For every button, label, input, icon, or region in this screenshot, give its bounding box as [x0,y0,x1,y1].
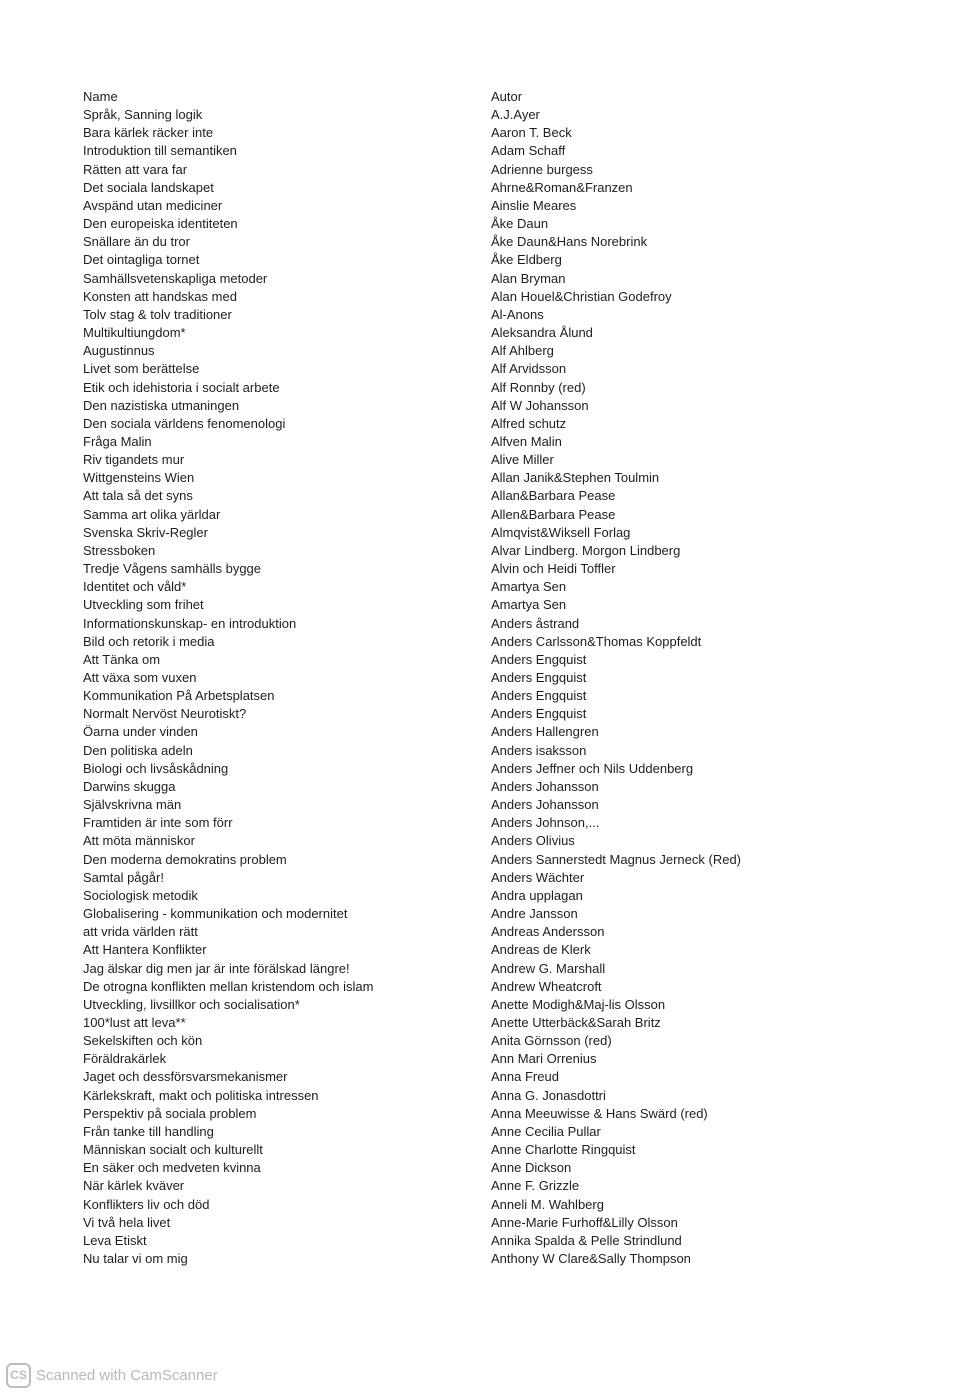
table-row [83,851,943,869]
book-title: 100*lust att leva** [83,1014,186,1030]
book-title: Globalisering - kommunikation och modernitet [83,906,348,922]
table-row [83,615,943,633]
book-author: Anna G. Jonasdottri [491,1087,606,1103]
book-title: Multikultiungdom* [83,325,186,341]
book-title: När kärlek kväver [83,1178,185,1194]
table-row [83,1014,943,1032]
book-title: Det sociala landskapet [83,179,214,195]
book-title: Att tala så det syns [83,488,193,504]
book-author: Andreas de Klerk [491,942,591,958]
book-author: Alive Miller [491,452,554,468]
book-title: Självskrivna män [83,797,182,813]
table-row [83,742,943,760]
table-row [83,669,943,687]
book-author: Alfred schutz [491,415,567,431]
table-row [83,996,943,1014]
table-row [83,415,943,433]
book-title: Kommunikation På Arbetsplatsen [83,688,275,704]
book-author: Aleksandra Ålund [491,325,593,341]
table-row [83,542,943,560]
table-row [83,524,943,542]
book-title: Snällare än du tror [83,234,190,250]
book-title: Svenska Skriv-Regler [83,524,208,540]
book-author: Åke Daun [491,216,549,232]
book-title: Leva Etiskt [83,1232,147,1248]
book-title: Identitet och våld* [83,579,187,595]
book-title: Biologi och livsåskådning [83,760,229,776]
book-author: Adam Schaff [491,143,566,159]
book-author: Alf Ahlberg [491,343,554,359]
table-row [83,197,943,215]
book-title: Sekelskiften och kön [83,1033,203,1049]
table-row [83,1050,943,1068]
book-author: Anders Hallengren [491,724,599,740]
book-author: A.J.Ayer [491,107,540,123]
table-row [83,796,943,814]
table-header [83,88,943,106]
book-title: Att Tänka om [83,651,161,667]
book-title: Från tanke till handling [83,1123,214,1139]
table-row [83,1250,943,1268]
book-title: Det ointagliga tornet [83,252,200,268]
book-title: De otrogna konflikten mellan kristendom och islam [83,978,374,994]
table-row [83,270,943,288]
book-author: Anna Freud [491,1069,559,1085]
book-author: Anne-Marie Furhoff&Lilly Olsson [491,1214,678,1230]
book-title: Den nazistiska utmaningen [83,397,240,413]
book-author: Alf Arvidsson [491,361,567,377]
table-row [83,705,943,723]
book-title: att vrida världen rätt [83,924,198,940]
table-row [83,832,943,850]
table-row [83,1159,943,1177]
book-title: Språk, Sanning logik [83,107,203,123]
table-row [83,869,943,887]
header-author: Autor [491,89,523,104]
book-title: Samtal pågår! [83,869,164,885]
table-row [83,506,943,524]
book-author: Alf W Johansson [491,397,589,413]
book-author: Alan Houel&Christian Godefroy [491,288,672,304]
book-title: Avspänd utan mediciner [83,197,223,213]
book-author: Alf Ronnby (red) [491,379,586,395]
book-title: Utveckling, livsillkor och socialisation* [83,996,300,1012]
book-title: Introduktion till semantiken [83,143,237,159]
table-row [83,941,943,959]
table-row [83,451,943,469]
book-author: Anthony W Clare&Sally Thompson [491,1251,691,1266]
table-row [83,324,943,342]
table-row [83,687,943,705]
table-row [83,1032,943,1050]
book-author: Anette Utterbäck&Sarah Britz [491,1014,661,1030]
table-row [83,251,943,269]
book-title: Bara kärlek räcker inte [83,125,214,141]
table-row [83,760,943,778]
book-author: Ainslie Meares [491,197,577,213]
book-title: Livet som berättelse [83,361,200,377]
book-title: Fråga Malin [83,433,152,449]
book-table [83,88,943,1268]
book-title: Att Hantera Konflikter [83,942,207,958]
book-title: Darwins skugga [83,778,176,794]
book-author: Anders Engquist [491,706,587,722]
book-author: Anna Meeuwisse & Hans Swärd (red) [491,1105,708,1121]
table-row [83,633,943,651]
table-row [83,306,943,324]
book-author: Anne Cecilia Pullar [491,1123,601,1139]
book-title: Jag älskar dig men jar är inte förälskad längre! [83,960,350,976]
table-row [83,1177,943,1195]
table-row [83,560,943,578]
table-row [83,723,943,741]
book-author: Anders Olivius [491,833,575,849]
book-title: Den sociala världens fenomenologi [83,415,286,431]
book-title: Tredje Vågens samhälls bygge [83,561,262,577]
book-author: Anders Engquist [491,688,587,704]
book-author: Annika Spalda & Pelle Strindlund [491,1232,682,1248]
book-author: Anders isaksson [491,742,587,758]
table-row [83,651,943,669]
table-row [83,142,943,160]
book-author: Anne Dickson [491,1160,572,1176]
book-author: Anne F. Grizzle [491,1178,580,1194]
book-author: Anne Charlotte Ringquist [491,1142,636,1158]
table-row [83,1141,943,1159]
camscanner-watermark [6,1361,218,1389]
book-author: Aaron T. Beck [491,125,572,141]
book-author: Åke Daun&Hans Norebrink [491,234,648,250]
book-title: Augustinnus [83,343,155,359]
table-row [83,124,943,142]
book-author: Anita Görnsson (red) [491,1033,612,1049]
book-title: Människan socialt och kulturellt [83,1142,263,1158]
book-author: Anneli M. Wahlberg [491,1196,604,1212]
table-row [83,1123,943,1141]
book-title: En säker och medveten kvinna [83,1160,261,1176]
table-row [83,778,943,796]
table-row [83,161,943,179]
book-title: Öarna under vinden [83,724,198,740]
book-title: Framtiden är inte som förr [83,815,233,831]
book-author: Åke Eldberg [491,252,562,268]
table-row [83,342,943,360]
table-row [83,923,943,941]
book-author: Amartya Sen [491,597,567,613]
book-author: Anders Wächter [491,869,585,885]
book-author: Anders Engquist [491,670,587,685]
book-author: Alvar Lindberg. Morgon Lindberg [491,542,681,558]
book-title: Wittgensteins Wien [83,470,195,486]
book-title: Perspektiv på sociala problem [83,1105,257,1121]
book-author: Anders Carlsson&Thomas Koppfeldt [491,633,702,649]
book-author: Allan Janik&Stephen Toulmin [491,470,660,486]
table-row [83,487,943,505]
book-title: Den politiska adeln [83,742,193,758]
book-author: Alvin och Heidi Toffler [491,561,616,577]
book-title: Stressboken [83,542,156,558]
book-author: Allen&Barbara Pease [491,506,616,522]
book-title: Föräldrakärlek [83,1051,167,1067]
book-author: Anette Modigh&Maj-lis Olsson [491,996,666,1012]
book-author: Ann Mari Orrenius [491,1051,597,1067]
book-title: Informationskunskap- en introduktion [83,615,297,631]
book-title: Att växa som vuxen [83,670,197,685]
table-row [83,1232,943,1250]
book-title: Rätten att vara far [83,161,188,177]
table-row [83,233,943,251]
table-row [83,215,943,233]
table-row [83,379,943,397]
book-title: Sociologisk metodik [83,887,198,903]
book-author: Allan&Barbara Pease [491,488,616,504]
header-name: Name [83,89,118,104]
book-author: Andra upplagan [491,887,583,903]
book-author: Almqvist&Wiksell Forlag [491,524,631,540]
table-row [83,978,943,996]
book-title: Den europeiska identiteten [83,216,238,232]
book-author: Alan Bryman [491,270,566,286]
book-author: Anders åstrand [491,615,580,631]
book-author: Anders Jeffner och Nils Uddenberg [491,760,694,776]
table-row [83,469,943,487]
table-row [83,360,943,378]
book-author: Andrew Wheatcroft [491,978,602,994]
table-row [83,1087,943,1105]
table-row [83,1105,943,1123]
book-author: Ahrne&Roman&Franzen [491,179,633,195]
book-author: Al-Anons [491,306,544,322]
book-title: Tolv stag & tolv traditioner [83,306,232,322]
book-author: Anders Engquist [491,651,587,667]
table-row [83,596,943,614]
book-author: Alfven Malin [491,433,562,449]
book-title: Samhällsvetenskapliga metoder [83,270,268,286]
book-author: Anders Johansson [491,797,599,813]
book-title: Nu talar vi om mig [83,1251,188,1266]
table-row [83,179,943,197]
table-row [83,1068,943,1086]
book-author: Amartya Sen [491,579,567,595]
table-row [83,1214,943,1232]
watermark-text: Scanned with CamScanner [36,1366,218,1384]
book-title: Utveckling som frihet [83,597,204,613]
table-row [83,578,943,596]
book-author: Andreas Andersson [491,924,605,940]
book-author: Andre Jansson [491,906,578,922]
book-author: Andrew G. Marshall [491,960,606,976]
table-row [83,960,943,978]
book-author: Adrienne burgess [491,161,593,177]
table-row [83,814,943,832]
table-row [83,905,943,923]
camscanner-logo-icon: CS [6,1363,31,1388]
book-title: Konsten att handskas med [83,288,237,304]
book-title: Konflikters liv och död [83,1196,210,1212]
book-title: Den moderna demokratins problem [83,851,287,867]
book-author: Anders Johnson,... [491,815,600,831]
book-author: Anders Johansson [491,778,599,794]
book-title: Att möta människor [83,833,195,849]
book-title: Normalt Nervöst Neurotiskt? [83,706,247,722]
book-title: Kärlekskraft, makt och politiska intressen [83,1087,319,1103]
table-body [83,106,943,1268]
book-title: Etik och idehistoria i socialt arbete [83,379,280,395]
book-title: Samma art olika yärldar [83,506,221,522]
book-title: Vi två hela livet [83,1214,171,1230]
table-row [83,288,943,306]
book-title: Riv tigandets mur [83,452,185,468]
table-row [83,397,943,415]
book-title: Jaget och dessförsvarsmekanismer [83,1069,288,1085]
table-row [83,887,943,905]
book-author: Anders Sannerstedt Magnus Jerneck (Red) [491,851,742,867]
table-row [83,1196,943,1214]
table-row [83,433,943,451]
book-title: Bild och retorik i media [83,633,215,649]
table-row [83,106,943,124]
